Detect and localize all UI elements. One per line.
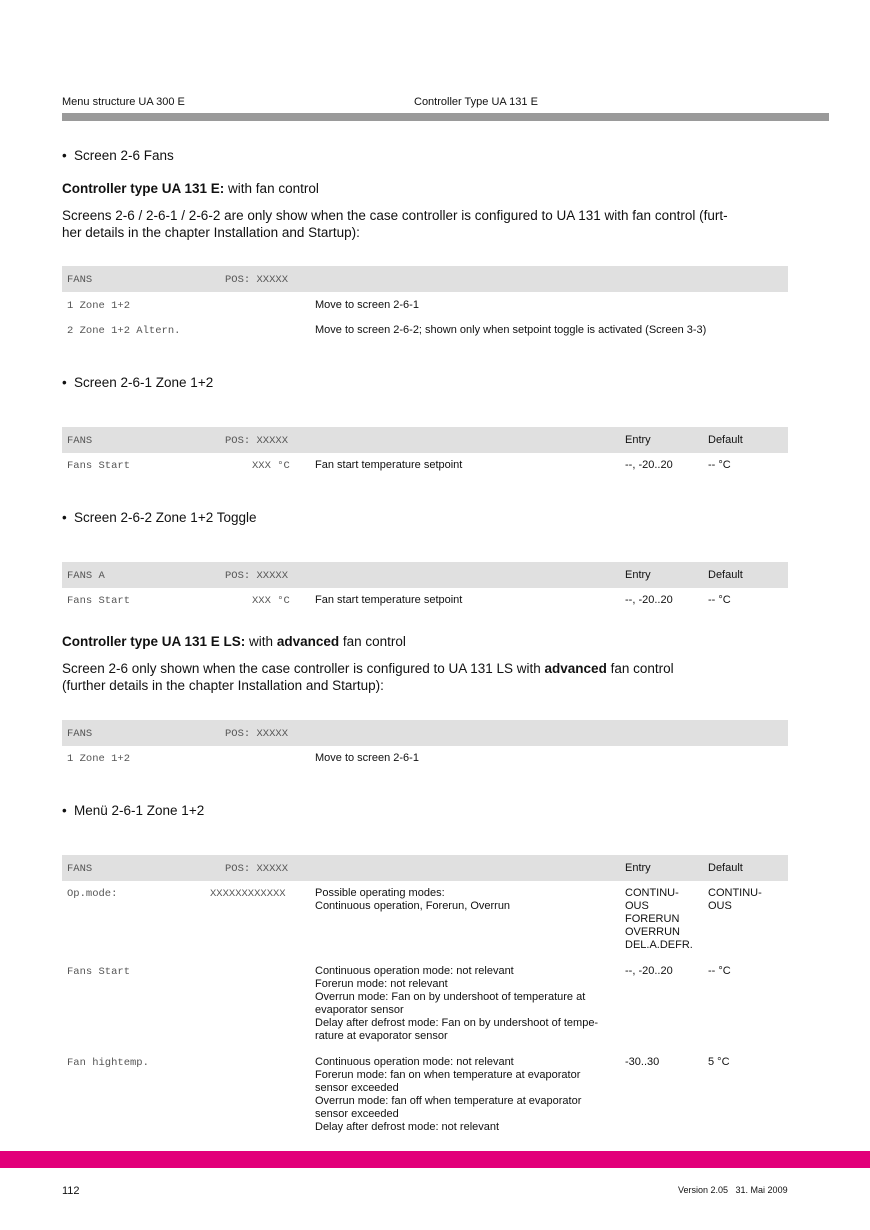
col-title: FANS xyxy=(67,435,93,447)
row-entry: --, -20..20 xyxy=(625,459,673,471)
row-entry: -30..30 xyxy=(625,1056,660,1068)
table-header xyxy=(62,720,788,746)
col-pos: POS: XXXXX xyxy=(225,728,289,740)
row-default: 5 °C xyxy=(708,1056,730,1068)
bullet-screen-2-6: • Screen 2-6 Fans xyxy=(62,148,174,163)
row-desc: Continuous operation mode: not relevant Forerun mode: fan on when temperature at evaporator sensor exceeded Overrun mode: fan off when temperature at evaporator sensor exceeded Delay after defrost mode: not relevant xyxy=(315,1056,582,1133)
table-row xyxy=(62,881,788,965)
row-name: 2 Zone 1+2 Altern. xyxy=(67,325,181,337)
bullet-screen-2-6-2: • Screen 2-6-2 Zone 1+2 Toggle xyxy=(62,510,257,525)
footer-bar xyxy=(0,1151,870,1168)
row-name: Fans Start xyxy=(67,460,131,472)
col-default: Default xyxy=(708,569,743,581)
table-menu-2-6-1 xyxy=(62,855,788,1140)
row-desc: Continuous operation mode: not relevant Forerun mode: not relevant Overrun mode: Fan on by undershoot of temperature at evaporator sensor Delay after defrost mode: Fan on by undershoot of tempe- rature at evaporator sensor xyxy=(315,965,599,1042)
table-row xyxy=(62,318,788,344)
col-pos: POS: XXXXX xyxy=(225,863,289,875)
row-entry: --, -20..20 xyxy=(625,965,673,977)
row-name: Fans Start xyxy=(67,966,131,978)
bullet-screen-2-6-1: • Screen 2-6-1 Zone 1+2 xyxy=(62,375,214,390)
row-name: 1 Zone 1+2 xyxy=(67,753,131,765)
row-desc: Possible operating modes: Continuous operation, Forerun, Overrun xyxy=(315,887,511,912)
row-default: -- °C xyxy=(708,459,731,471)
section1-paragraph: Screens 2-6 / 2-6-1 / 2-6-2 are only show when the case controller is configured to UA 131 with fan control (furt- her details in the chapter Installation and Startup): xyxy=(62,208,728,240)
table-screen-2-6-1 xyxy=(62,427,788,479)
row-name: Op.mode: xyxy=(67,888,118,900)
col-entry: Entry xyxy=(625,862,651,874)
col-pos: POS: XXXXX xyxy=(225,570,289,582)
col-entry: Entry xyxy=(625,434,651,446)
col-pos: POS: XXXXX xyxy=(225,435,289,447)
table-row xyxy=(62,1056,788,1140)
row-name: Fan hightemp. xyxy=(67,1057,149,1069)
row-name: Fans Start xyxy=(67,595,131,607)
header-rule xyxy=(62,113,829,121)
table-row xyxy=(62,292,788,318)
table-row xyxy=(62,453,788,479)
table-row xyxy=(62,965,788,1056)
col-title: FANS A xyxy=(67,570,105,582)
col-default: Default xyxy=(708,434,743,446)
col-title: FANS xyxy=(67,274,93,286)
table-header xyxy=(62,855,788,881)
row-desc: Move to screen 2-6-1 xyxy=(315,299,419,311)
row-desc: Move to screen 2-6-1 xyxy=(315,752,419,764)
header-center: Controller Type UA 131 E xyxy=(414,96,538,108)
bullet-menu-2-6-1: • Menü 2-6-1 Zone 1+2 xyxy=(62,803,205,818)
col-title: FANS xyxy=(67,728,93,740)
row-value: XXXXXXXXXXXX xyxy=(210,888,286,900)
section1-heading: Controller type UA 131 E: with fan control xyxy=(62,181,319,196)
row-desc: Move to screen 2-6-2; shown only when setpoint toggle is activated (Screen 3-3) xyxy=(315,324,707,336)
col-title: FANS xyxy=(67,863,93,875)
table-header xyxy=(62,562,788,588)
table-header xyxy=(62,266,788,292)
row-entry: CONTINU- OUS FORERUN OVERRUN DEL.A.DEFR. xyxy=(625,887,693,951)
version-date: Version 2.05 31. Mai 2009 xyxy=(678,1185,788,1195)
col-pos: POS: XXXXX xyxy=(225,274,289,286)
row-desc: Fan start temperature setpoint xyxy=(315,459,463,471)
table-row xyxy=(62,588,788,614)
row-default: -- °C xyxy=(708,594,731,606)
page-number: 112 xyxy=(62,1185,80,1197)
section2-paragraph: Screen 2-6 only shown when the case controller is configured to UA 131 LS with advanced fan control (further details in the chapter Installation and Startup): xyxy=(62,661,674,693)
table-row xyxy=(62,746,788,772)
row-value: XXX °C xyxy=(252,460,290,472)
row-default: CONTINU- OUS xyxy=(708,887,762,912)
row-entry: --, -20..20 xyxy=(625,594,673,606)
header-left: Menu structure UA 300 E xyxy=(62,96,185,108)
table-screen-2-6-ls xyxy=(62,720,788,772)
section2-heading: Controller type UA 131 E LS: with advanced fan control xyxy=(62,634,406,649)
table-screen-2-6 xyxy=(62,266,788,344)
col-default: Default xyxy=(708,862,743,874)
row-value: XXX °C xyxy=(252,595,290,607)
row-name: 1 Zone 1+2 xyxy=(67,300,131,312)
row-default: -- °C xyxy=(708,965,731,977)
col-entry: Entry xyxy=(625,569,651,581)
row-desc: Fan start temperature setpoint xyxy=(315,594,463,606)
table-header xyxy=(62,427,788,453)
table-screen-2-6-2 xyxy=(62,562,788,614)
